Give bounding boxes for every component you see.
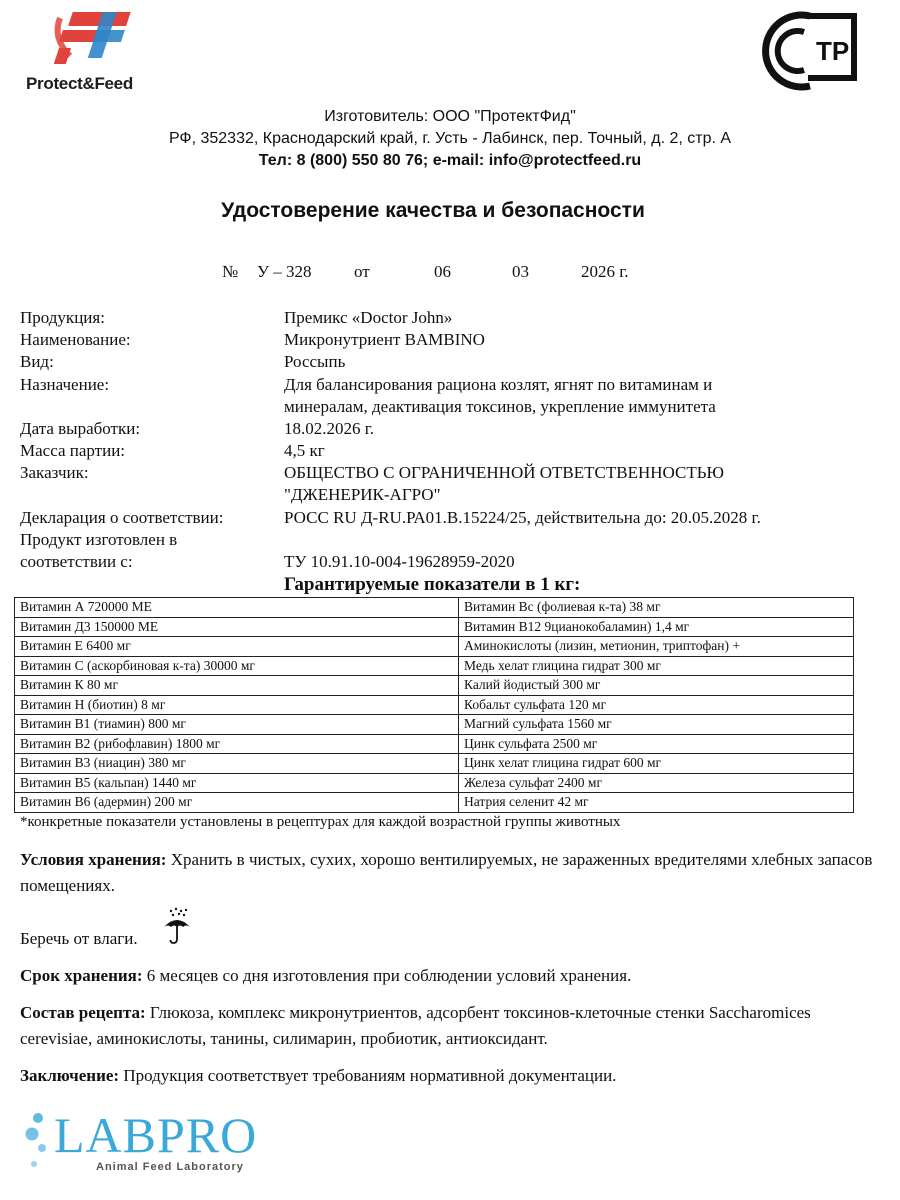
- conclusion-label: Заключение:: [20, 1066, 120, 1085]
- made-according-value: ТУ 10.91.10-004-19628959-2020: [284, 552, 515, 571]
- table-cell: Железа сульфат 2400 мг: [459, 773, 854, 793]
- name-label: Наименование:: [20, 330, 131, 349]
- shelf-life-text: 6 месяцев со дня изготовления при соблюдении условий хранения.: [142, 966, 632, 985]
- storage-text: Хранить в чистых, сухих, хорошо вентилируемых, не зараженных вредителями хлебных запасов помещениях.: [20, 850, 873, 895]
- table-row: [15, 617, 854, 637]
- customer-line-2: "ДЖЕНЕРИК-АГРО": [284, 485, 441, 504]
- recipe-label: Состав рецепта:: [20, 1003, 146, 1022]
- purpose-label: Назначение:: [20, 375, 110, 394]
- labpro-logo: [20, 1098, 300, 1188]
- table-cell: Витамин Вс (фолиевая к-та) 38 мг: [459, 598, 854, 618]
- shelf-life-label: Срок хранения:: [20, 966, 143, 985]
- made-according-label-1: Продукт изготовлен в: [20, 530, 178, 549]
- production-date-value: 18.02.2026 г.: [284, 419, 375, 438]
- production-date-label: Дата выработки:: [20, 419, 141, 438]
- manufacturer-contacts: Тел: 8 (800) 550 80 76; e-mail: info@protectfeed.ru: [258, 152, 642, 169]
- table-row: [15, 793, 854, 813]
- storage-conditions: [20, 847, 880, 899]
- table-row: [15, 598, 854, 618]
- batch-mass-value: 4,5 кг: [284, 441, 325, 460]
- name-value: Микронутриент BAMBINO: [284, 330, 485, 349]
- table-cell: Витамин В2 (рибофлавин) 1800 мг: [15, 734, 459, 754]
- table-cell: Кобальт сульфата 120 мг: [459, 695, 854, 715]
- document-title: Удостоверение качества и безопасности: [221, 199, 645, 222]
- product-value: Премикс «Doctor John»: [284, 308, 453, 327]
- date-month: 03: [512, 262, 529, 281]
- table-cell: Витамин Д3 150000 МЕ: [15, 617, 459, 637]
- made-according-label-2: соответствии с:: [20, 552, 133, 571]
- table-cell: Цинк сульфата 2500 мг: [459, 734, 854, 754]
- tr-certification-mark: [758, 8, 858, 93]
- tr-mark-letters: ТР: [816, 36, 850, 66]
- date-from-label: от: [354, 262, 370, 281]
- customer-line-1: ОБЩЕСТВО С ОГРАНИЧЕННОЙ ОТВЕТСТВЕННОСТЬЮ: [284, 463, 724, 482]
- type-value: Россыпь: [284, 352, 346, 371]
- indicators-table: [14, 597, 854, 813]
- table-row: [15, 676, 854, 696]
- recipe-composition: [20, 1000, 880, 1052]
- table-cell: Витамин В5 (кальпан) 1440 мг: [15, 773, 459, 793]
- table-row: [15, 734, 854, 754]
- table-cell: Аминокислоты (лизин, метионин, триптофан) +: [459, 637, 854, 657]
- conclusion: [20, 1063, 880, 1089]
- type-label: Вид:: [20, 352, 54, 371]
- declaration-value: РОСС RU Д-RU.РА01.В.15224/25, действительна до: 20.05.2028 г.: [284, 508, 761, 527]
- moisture-warning: Беречь от влаги.: [20, 929, 138, 948]
- labpro-name: LABPRO: [54, 1107, 258, 1163]
- guaranteed-indicators-title: Гарантируемые показатели в 1 кг:: [284, 574, 581, 595]
- table-row: [15, 773, 854, 793]
- conclusion-text: Продукция соответствует требованиям нормативной документации.: [119, 1066, 617, 1085]
- table-cell: Калий йодистый 300 мг: [459, 676, 854, 696]
- customer-label: Заказчик:: [20, 463, 89, 482]
- table-footnote: *конкретные показатели установлены в рецептурах для каждой возрастной группы животных: [20, 814, 621, 830]
- purpose-line-1: Для балансирования рациона козлят, ягнят по витаминам и: [284, 375, 713, 394]
- table-row: [15, 637, 854, 657]
- logo-text: Protect&Feed: [26, 74, 133, 93]
- table-row: [15, 715, 854, 735]
- table-cell: Витамин В12 9цианокобаламин) 1,4 мг: [459, 617, 854, 637]
- table-row: [15, 656, 854, 676]
- batch-mass-label: Масса партии:: [20, 441, 126, 460]
- storage-label: Условия хранения:: [20, 850, 167, 869]
- umbrella-icon: [162, 907, 192, 945]
- purpose-line-2: минералам, деактивация токсинов, укрепление иммунитета: [284, 397, 716, 416]
- table-cell: Витамин Е 6400 мг: [15, 637, 459, 657]
- table-cell: Магний сульфата 1560 мг: [459, 715, 854, 735]
- table-cell: Витамин В6 (адермин) 200 мг: [15, 793, 459, 813]
- labpro-tagline: Animal Feed Laboratory: [96, 1161, 244, 1173]
- table-cell: Витамин К 80 мг: [15, 676, 459, 696]
- table-row: [15, 695, 854, 715]
- certificate-number: У – 328: [257, 262, 312, 281]
- table-cell: Витамин А 720000 МЕ: [15, 598, 459, 618]
- manufacturer-address: РФ, 352332, Краснодарский край, г. Усть - Лабинск, пер. Точный, д. 2, стр. А: [168, 130, 732, 147]
- number-sign: №: [222, 262, 239, 281]
- table-cell: Цинк хелат глицина гидрат 600 мг: [459, 754, 854, 774]
- table-cell: Витамин Н (биотин) 8 мг: [15, 695, 459, 715]
- date-year: 2026 г.: [581, 262, 629, 281]
- table-cell: Натрия селенит 42 мг: [459, 793, 854, 813]
- recipe-text: Глюкоза, комплекс микронутриентов, адсорбент токсинов-клеточные стенки Saccharomices cerevisiae, аминокислоты, танины, силимарин, пробиотик, антиоксидант.: [20, 1003, 811, 1048]
- shelf-life: [20, 963, 880, 989]
- declaration-label: Декларация о соответствии:: [20, 508, 224, 527]
- table-row: [15, 754, 854, 774]
- manufacturer: Изготовитель: ООО "ПротектФид": [324, 108, 576, 125]
- table-cell: Витамин В1 (тиамин) 800 мг: [15, 715, 459, 735]
- table-cell: Витамин С (аскорбиновая к-та) 30000 мг: [15, 656, 459, 676]
- date-day: 06: [434, 262, 451, 281]
- table-cell: Витамин В3 (ниацин) 380 мг: [15, 754, 459, 774]
- table-cell: Медь хелат глицина гидрат 300 мг: [459, 656, 854, 676]
- product-label: Продукция:: [20, 308, 105, 327]
